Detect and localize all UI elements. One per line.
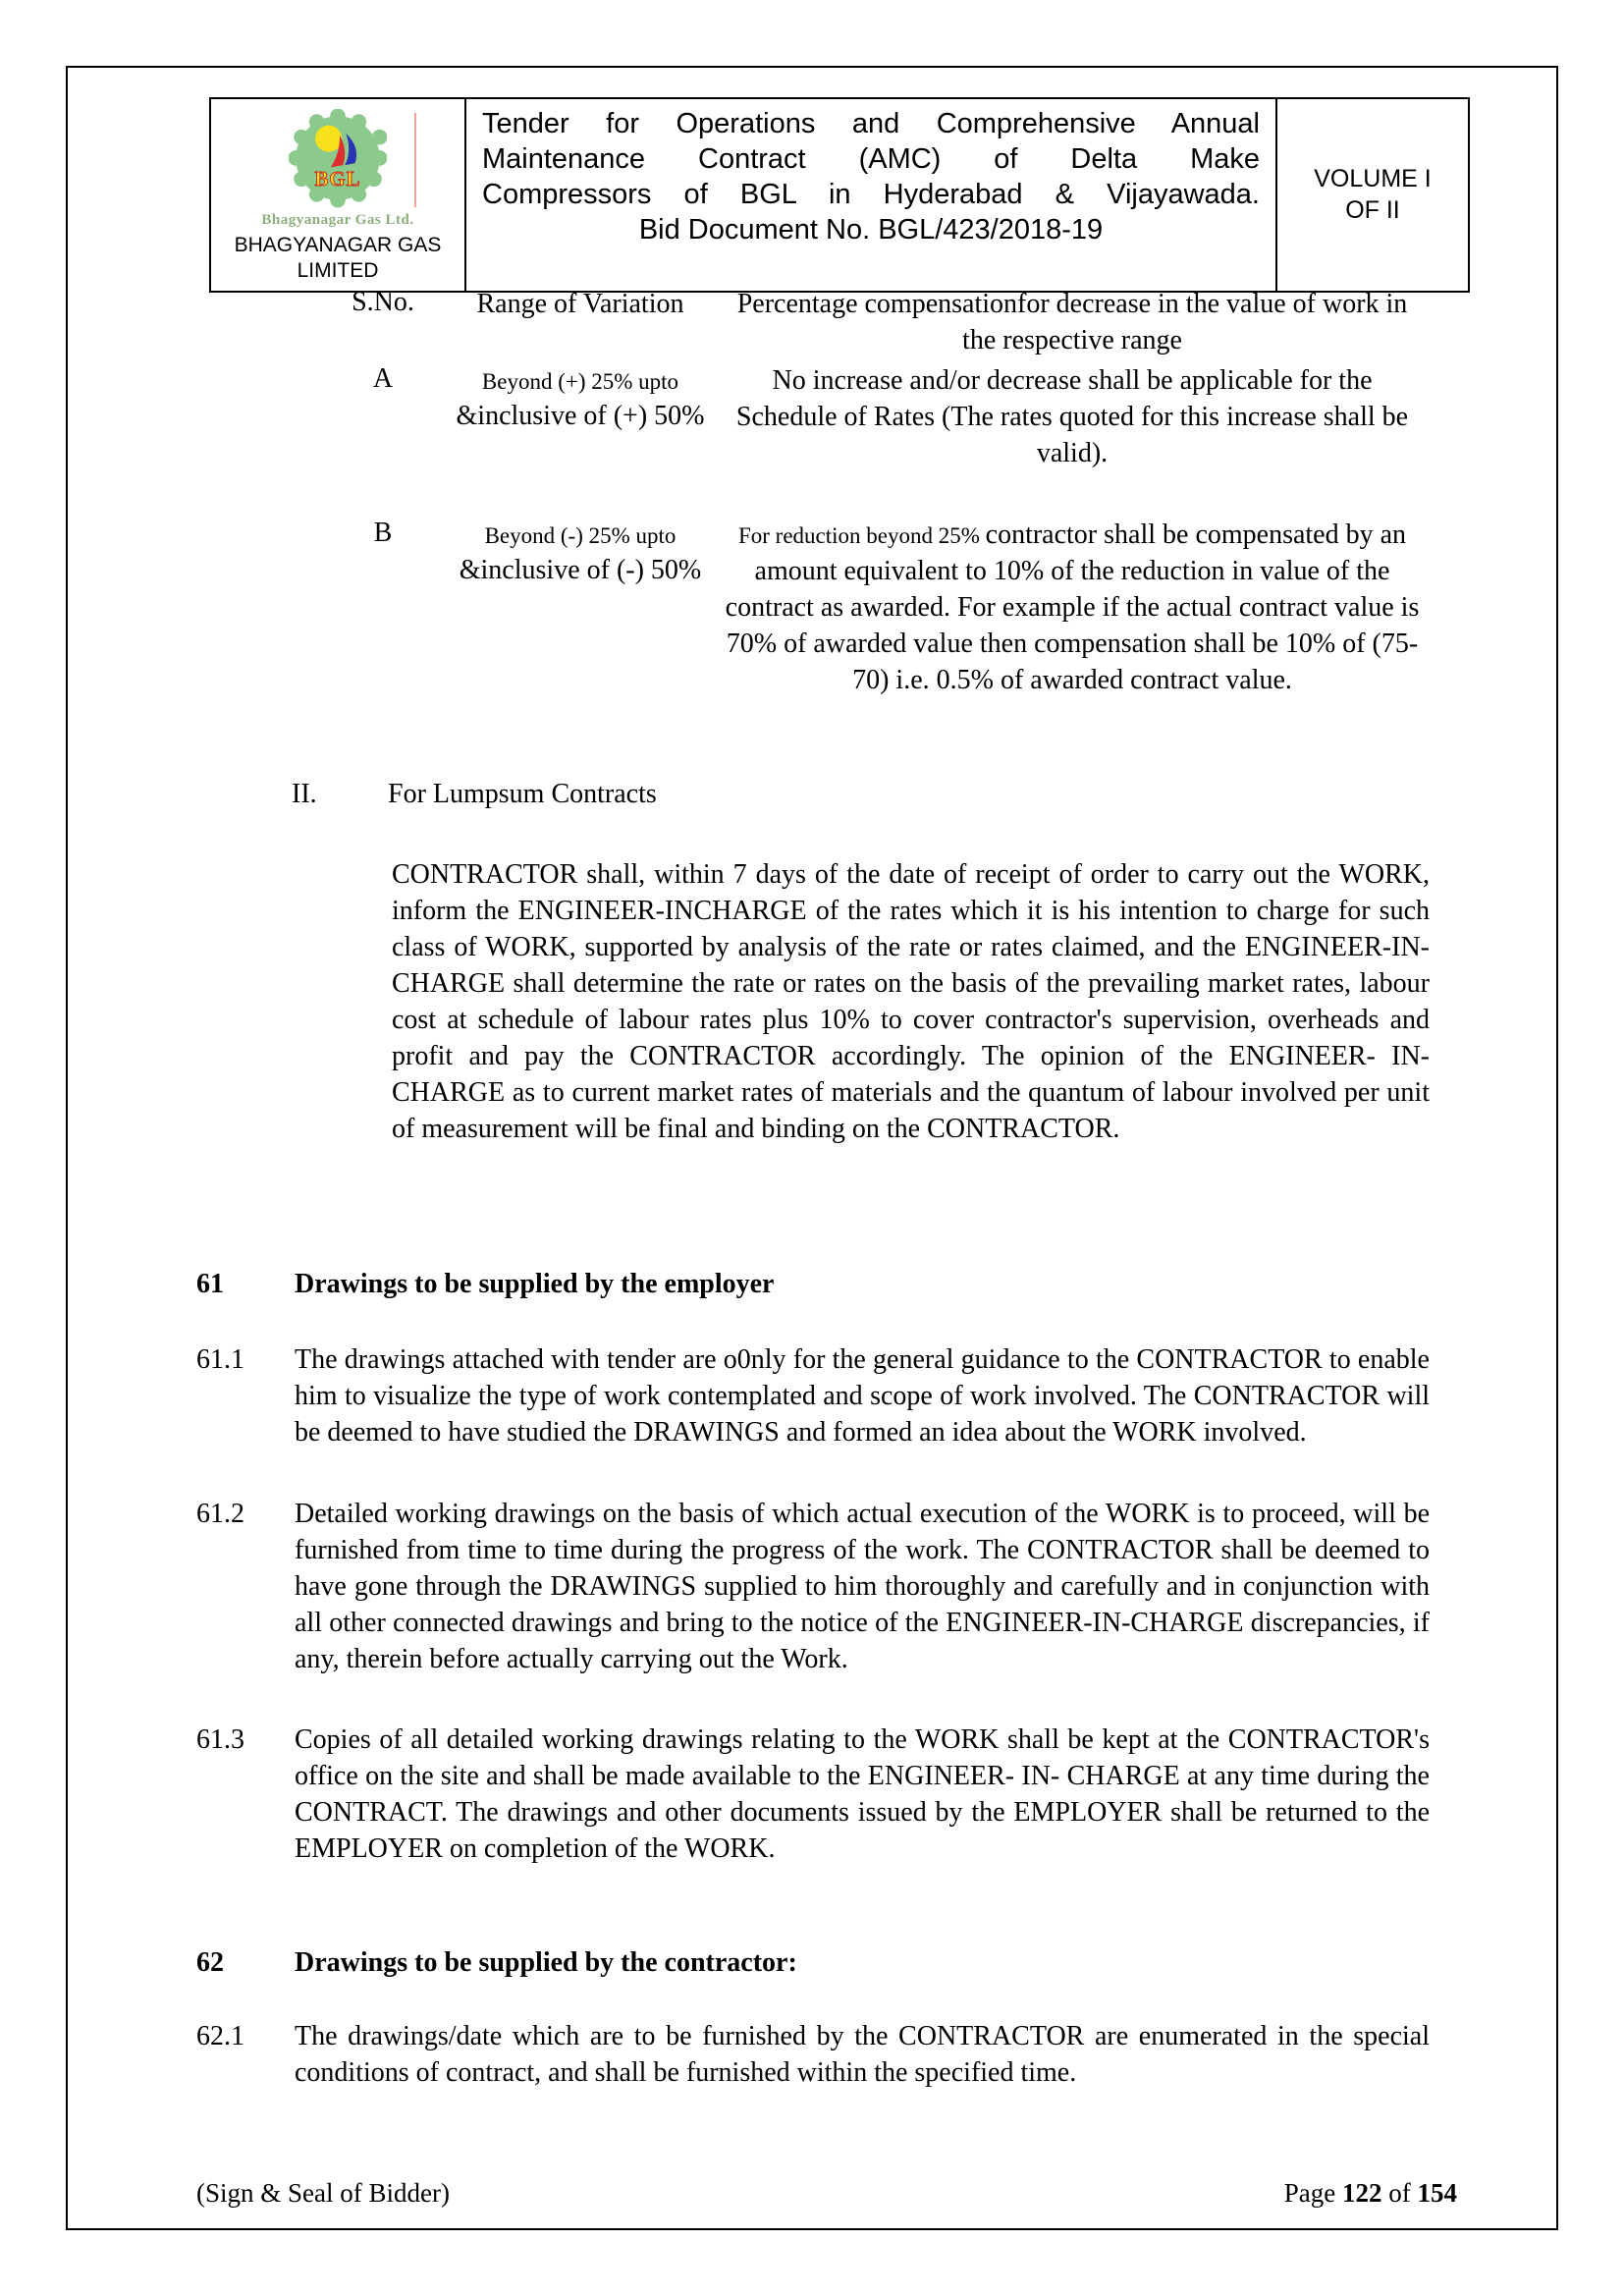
section-61-heading <box>196 1269 774 1300</box>
variation-table <box>324 287 1426 699</box>
logo-edge-line <box>414 113 416 207</box>
page-current: 122 <box>1342 2178 1382 2208</box>
range-b-small: Beyond (-) 25% upto <box>484 522 677 548</box>
range-b-rest: &inclusive of (-) 50% <box>459 555 702 586</box>
item-61-2 <box>196 1496 1430 1677</box>
logo-abbr-text: BGL <box>314 167 361 191</box>
section-62-heading <box>196 1947 797 1979</box>
org-name: BHAGYANAGAR GAS LIMITED <box>234 234 442 283</box>
section-lumpsum-number: II. <box>292 779 317 809</box>
table-row-b <box>324 518 1426 699</box>
title-cell <box>466 99 1277 291</box>
page-number <box>1284 2178 1457 2209</box>
section-62-number: 62 <box>196 1947 224 1978</box>
section-62-title: Drawings to be supplied by the contractor: <box>295 1947 797 1978</box>
section-61-number: 61 <box>196 1269 224 1299</box>
sun-icon <box>315 126 342 152</box>
item-61-3 <box>196 1722 1430 1867</box>
page-label: Page <box>1283 2178 1342 2208</box>
col-header-range: Range of Variation <box>476 289 684 319</box>
col-header-sno: S.No. <box>352 287 414 317</box>
cell-range-b <box>442 518 719 589</box>
cell-sno-b: B <box>373 517 393 548</box>
variation-table-header-row <box>324 287 1426 359</box>
item-61-1 <box>196 1341 1430 1450</box>
section-lumpsum-paragraph: CONTRACTOR shall, within 7 days of the date of receipt of order to carry out the WORK, inform the ENGINEER-INCHARGE of the rates which it is his intention to charge for such class of WORK, supported by analysis of the rate or rates claimed, and the ENGINEER-IN-CHARGE shall determine the rate or rates on the basis of the prevailing market rates, labour cost at schedule of labour rates plus 10% to cover contractor's supervision, overheads and profit and pay the CONTRACTOR accordingly. The opinion of the ENGINEER- IN-CHARGE as to current market rates of materials and the quantum of labour involved per unit of measurement will be final and binding on the CONTRACTOR. <box>392 859 1430 1144</box>
cell-compensation-a: No increase and/or decrease shall be applicable for the Schedule of Rates (The rates quoted for this increase shall be valid). <box>735 364 1409 468</box>
bid-document-number: Bid Document No. BGL/423/2018-19 <box>638 213 1104 246</box>
volume-line-2: OF II <box>1345 196 1400 225</box>
section-lumpsum-title: For Lumpsum Contracts <box>388 779 657 809</box>
doc-title-line-3: Compressors of BGL in Hyderabad & Vijayawada. <box>482 178 1260 210</box>
cell-sno-a: A <box>372 362 394 394</box>
doc-title-line-1: Tender for Operations and Comprehensive Annual <box>482 108 1260 139</box>
page-footer <box>196 2178 1457 2209</box>
item-61-1-number: 61.1 <box>196 1344 244 1375</box>
cell-compensation-b <box>719 518 1426 699</box>
bgl-logo <box>289 109 387 209</box>
volume-label <box>1314 163 1431 227</box>
item-61-2-number: 61.2 <box>196 1499 244 1529</box>
logo-cell <box>211 99 466 291</box>
range-a-rest: &inclusive of (+) 50% <box>456 401 705 432</box>
volume-line-1: VOLUME I <box>1314 164 1432 192</box>
table-row-a <box>324 363 1426 472</box>
cell-range-a <box>442 363 719 435</box>
section-61-title: Drawings to be supplied by the employer <box>295 1269 775 1299</box>
item-61-1-text: The drawings attached with tender are o0nly for the general guidance to the CONTRACTOR to enable him to visualize the type of work contemplated and scope of work involved. The CONTRACTOR will be deemed to have studied the DRAWINGS and formed an idea about the WORK involved. <box>295 1344 1430 1448</box>
item-62-1 <box>196 2018 1430 2091</box>
page-of-label: of <box>1381 2178 1418 2208</box>
item-61-3-number: 61.3 <box>196 1724 244 1755</box>
doc-title-line-2: Maintenance Contract (AMC) of Delta Make <box>482 142 1260 175</box>
item-62-1-number: 62.1 <box>196 2021 244 2051</box>
compensation-b-rest: contractor shall be compensated by an amount equivalent to 10% of the reduction in value of the contract as awarded. For example if the actual contract value is 70% of awarded value then compensation shall be 10% of (75-70) i.e. 0.5% of awarded contract value. <box>725 519 1420 695</box>
compensation-b-small: For reduction beyond 25% <box>737 522 986 548</box>
page-total: 154 <box>1417 2178 1457 2208</box>
volume-cell <box>1277 99 1468 291</box>
item-61-3-text: Copies of all detailed working drawings relating to the WORK shall be kept at the CONTRACTOR's office on the site and shall be made available to the ENGINEER- IN- CHARGE at any time during the CONTRACT. The drawings and other documents issued by the EMPLOYER shall be returned to the EMPLOYER on completion of the WORK. <box>295 1724 1430 1864</box>
item-61-2-text: Detailed working drawings on the basis of which actual execution of the WORK is to proceed, will be furnished from time to time during the progress of the work. The CONTRACTOR shall be deemed to have gone through the DRAWINGS supplied to him thoroughly and carefully and in conjunction with all other connected drawings and bring to the notice of the ENGINEER-IN-CHARGE discrepancies, if any, therein before actually carrying out the Work. <box>295 1499 1430 1674</box>
sign-seal-label: (Sign & Seal of Bidder) <box>196 2178 450 2208</box>
section-lumpsum-heading <box>292 779 657 810</box>
header-table <box>209 97 1470 293</box>
col-header-compensation: Percentage compensationfor decrease in the value of work in the respective range <box>736 289 1408 355</box>
logo-caption: Bhagyanagar Gas Ltd. <box>261 212 414 228</box>
range-a-small: Beyond (+) 25% upto <box>481 368 679 394</box>
item-62-1-text: The drawings/date which are to be furnished by the CONTRACTOR are enumerated in the special conditions of contract, and shall be furnished within the specified time. <box>295 2021 1430 2088</box>
